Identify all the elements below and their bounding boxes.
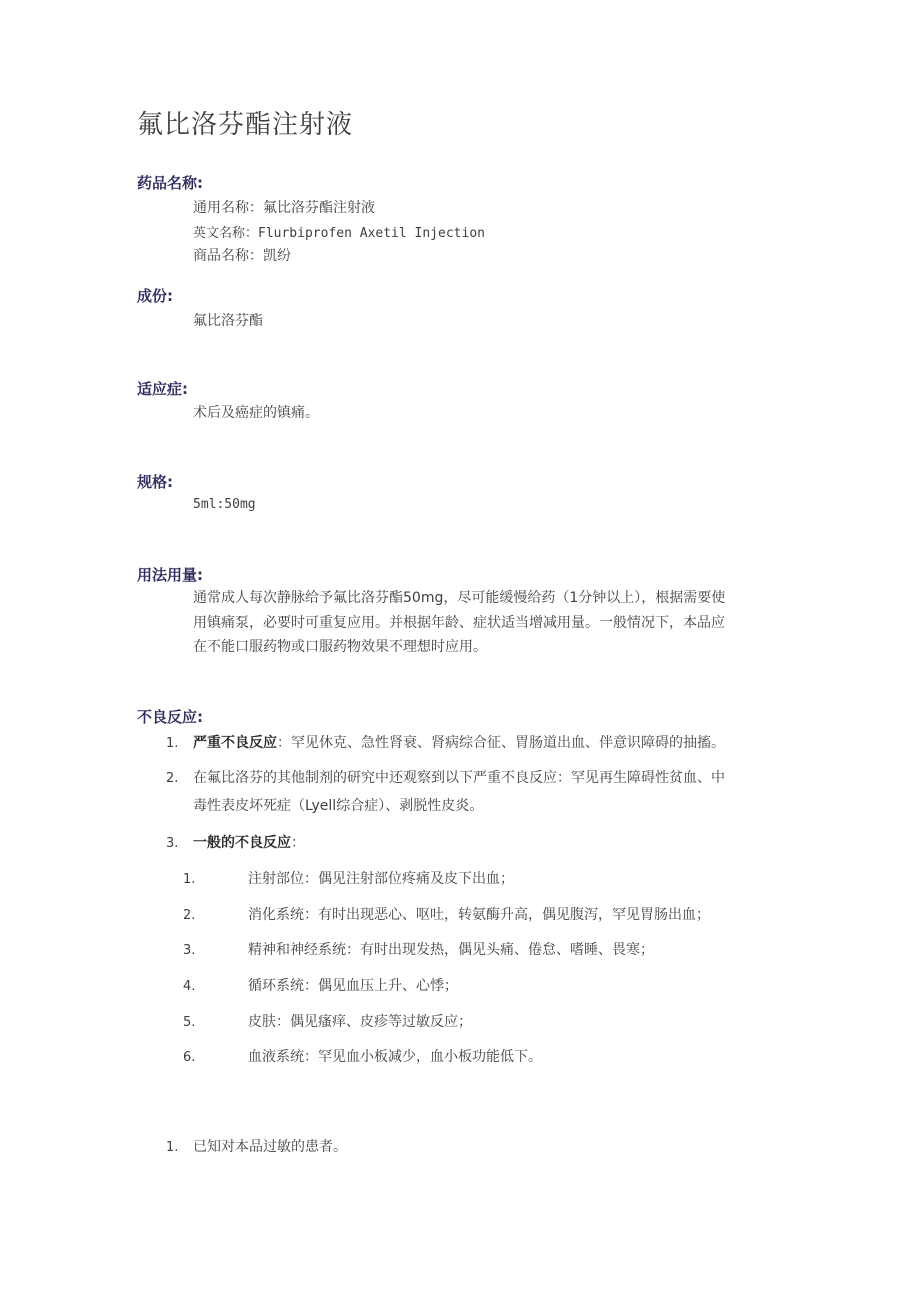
dosage-paragraph (193, 586, 788, 660)
bold-label: 一般的不良反应 (193, 835, 291, 851)
english-name: 英文名称：Flurbiprofen Axetil Injection (193, 226, 485, 241)
sub-list-number: 2. (183, 908, 196, 923)
list-item (193, 764, 725, 820)
ingredients-text: 氟比洛芬酯 (193, 313, 263, 329)
sub-list-item: 注射部位：偶见注射部位疼痛及皮下出血； (248, 871, 514, 887)
list-item (193, 729, 725, 757)
spec-heading: 规格: (137, 473, 173, 491)
generic-name: 通用名称：氟比洛芬酯注射液 (193, 200, 375, 216)
list-number: 1. (166, 1140, 179, 1155)
dosage-line: 通常成人每次静脉给予氟比洛芬酯50mg，尽可能缓慢给药（1分钟以上），根据需要使 (193, 590, 726, 606)
sub-list-item: 精神和神经系统：有时出现发热，偶见头痛、倦怠、嗜睡、畏寒； (248, 942, 654, 958)
sub-list-number: 5. (183, 1015, 196, 1030)
item-text: 毒性表皮坏死症（Lyell综合症）、剥脱性皮炎。 (193, 798, 484, 814)
drug-name-heading: 药品名称: (137, 174, 203, 192)
dosage-heading: 用法用量: (137, 566, 203, 584)
sub-list-number: 6. (183, 1050, 196, 1065)
sub-list-item: 消化系统：有时出现恶心、呕吐，转氨酶升高，偶见腹泻，罕见胃肠出血； (248, 907, 710, 923)
indications-text: 术后及癌症的镇痛。 (193, 405, 319, 421)
page-title: 氟比洛芬酯注射液 (137, 110, 354, 140)
item-text: 在氟比洛芬的其他制剂的研究中还观察到以下严重不良反应：罕见再生障碍性贫血、中 (193, 770, 725, 786)
sub-list-item: 血液系统：罕见血小板减少，血小板功能低下。 (248, 1049, 542, 1065)
dosage-line: 在不能口服药物或口服药物效果不理想时应用。 (193, 639, 487, 655)
dosage-line: 用镇痛泵，必要时可重复应用。并根据年龄、症状适当增减用量。一般情况下，本品应 (193, 614, 725, 631)
item-text: ：罕见休克、急性肾衰、肾病综合征、胃肠道出血、伴意识障碍的抽搐。 (277, 735, 725, 751)
ingredients-heading: 成份: (137, 287, 173, 305)
trade-name: 商品名称：凯纷 (193, 248, 291, 264)
list-number: 3. (166, 836, 179, 851)
list-number: 2. (166, 771, 179, 786)
sub-list-number: 3. (183, 943, 196, 958)
list-item: 已知对本品过敏的患者。 (193, 1139, 347, 1155)
indications-heading: 适应症: (137, 380, 188, 398)
spec-text: 5ml:50mg (193, 497, 256, 512)
sub-list-number: 4. (183, 979, 196, 994)
sub-list-number: 1. (183, 872, 196, 887)
item-text: ： (291, 835, 305, 851)
list-item (193, 829, 305, 857)
bold-label: 严重不良反应 (193, 735, 277, 751)
list-number: 1. (166, 736, 179, 751)
sub-list-item: 循环系统：偶见血压上升、心悸； (248, 978, 458, 994)
sub-list-item: 皮肤：偶见瘙痒、皮疹等过敏反应； (248, 1014, 472, 1030)
adverse-heading: 不良反应: (137, 708, 203, 726)
